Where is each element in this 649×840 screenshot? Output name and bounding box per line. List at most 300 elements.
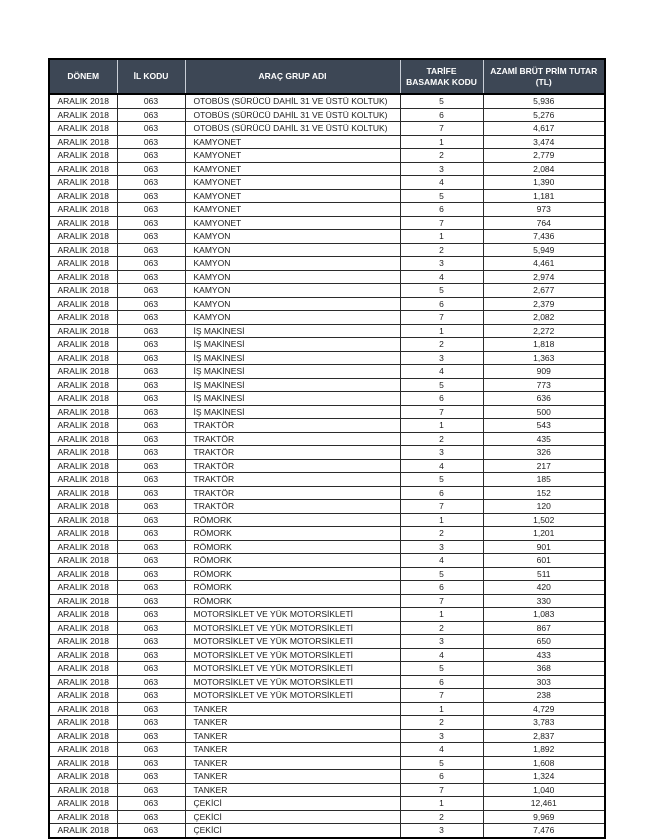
cell-tutar: 1,818 <box>483 338 605 352</box>
cell-arac: İŞ MAKİNESİ <box>185 365 400 379</box>
cell-il_kodu: 063 <box>117 621 185 635</box>
cell-il_kodu: 063 <box>117 405 185 419</box>
table-row <box>49 135 605 149</box>
cell-tutar: 5,276 <box>483 108 605 122</box>
cell-tutar: 217 <box>483 459 605 473</box>
table-row <box>49 770 605 784</box>
cell-donem: ARALIK 2018 <box>49 459 117 473</box>
cell-arac: TRAKTÖR <box>185 419 400 433</box>
cell-kod: 3 <box>400 446 483 460</box>
cell-arac: KAMYONET <box>185 203 400 217</box>
cell-kod: 6 <box>400 203 483 217</box>
cell-donem: ARALIK 2018 <box>49 675 117 689</box>
cell-donem: ARALIK 2018 <box>49 432 117 446</box>
table-row <box>49 513 605 527</box>
cell-il_kodu: 063 <box>117 311 185 325</box>
cell-arac: MOTORSİKLET VE YÜK MOTORSİKLETİ <box>185 689 400 703</box>
cell-kod: 5 <box>400 94 483 108</box>
cell-donem: ARALIK 2018 <box>49 392 117 406</box>
cell-tutar: 4,461 <box>483 257 605 271</box>
cell-il_kodu: 063 <box>117 702 185 716</box>
cell-kod: 6 <box>400 392 483 406</box>
cell-donem: ARALIK 2018 <box>49 108 117 122</box>
cell-il_kodu: 063 <box>117 243 185 257</box>
cell-tutar: 601 <box>483 554 605 568</box>
cell-il_kodu: 063 <box>117 203 185 217</box>
cell-il_kodu: 063 <box>117 122 185 136</box>
cell-il_kodu: 063 <box>117 392 185 406</box>
column-header-tarife-basamak-kodu: TARİFE BASAMAK KODU <box>400 59 483 94</box>
cell-il_kodu: 063 <box>117 675 185 689</box>
cell-donem: ARALIK 2018 <box>49 635 117 649</box>
cell-kod: 2 <box>400 432 483 446</box>
cell-il_kodu: 063 <box>117 527 185 541</box>
cell-donem: ARALIK 2018 <box>49 365 117 379</box>
tariff-table <box>48 58 606 839</box>
table-row <box>49 473 605 487</box>
cell-tutar: 433 <box>483 648 605 662</box>
cell-donem: ARALIK 2018 <box>49 648 117 662</box>
table-row <box>49 432 605 446</box>
cell-tutar: 185 <box>483 473 605 487</box>
cell-arac: RÖMORK <box>185 581 400 595</box>
table-row <box>49 162 605 176</box>
cell-kod: 2 <box>400 527 483 541</box>
cell-donem: ARALIK 2018 <box>49 270 117 284</box>
cell-donem: ARALIK 2018 <box>49 149 117 163</box>
cell-arac: RÖMORK <box>185 567 400 581</box>
cell-arac: TRAKTÖR <box>185 446 400 460</box>
cell-il_kodu: 063 <box>117 513 185 527</box>
cell-tutar: 1,892 <box>483 743 605 757</box>
cell-tutar: 1,181 <box>483 189 605 203</box>
cell-tutar: 4,617 <box>483 122 605 136</box>
table-row <box>49 405 605 419</box>
cell-tutar: 764 <box>483 216 605 230</box>
cell-donem: ARALIK 2018 <box>49 581 117 595</box>
cell-donem: ARALIK 2018 <box>49 500 117 514</box>
cell-arac: MOTORSİKLET VE YÜK MOTORSİKLETİ <box>185 621 400 635</box>
cell-arac: KAMYONET <box>185 189 400 203</box>
cell-donem: ARALIK 2018 <box>49 284 117 298</box>
cell-arac: TRAKTÖR <box>185 432 400 446</box>
table-row <box>49 662 605 676</box>
cell-tutar: 152 <box>483 486 605 500</box>
cell-il_kodu: 063 <box>117 797 185 811</box>
cell-arac: TANKER <box>185 716 400 730</box>
table-row <box>49 351 605 365</box>
table-row <box>49 419 605 433</box>
cell-il_kodu: 063 <box>117 581 185 595</box>
cell-donem: ARALIK 2018 <box>49 594 117 608</box>
cell-donem: ARALIK 2018 <box>49 162 117 176</box>
cell-il_kodu: 063 <box>117 135 185 149</box>
cell-tutar: 1,201 <box>483 527 605 541</box>
cell-tutar: 2,677 <box>483 284 605 298</box>
cell-donem: ARALIK 2018 <box>49 94 117 108</box>
table-row <box>49 810 605 824</box>
cell-tutar: 2,272 <box>483 324 605 338</box>
cell-tutar: 2,379 <box>483 297 605 311</box>
cell-donem: ARALIK 2018 <box>49 473 117 487</box>
cell-donem: ARALIK 2018 <box>49 297 117 311</box>
cell-arac: KAMYONET <box>185 176 400 190</box>
table-row <box>49 176 605 190</box>
cell-arac: KAMYON <box>185 284 400 298</box>
table-row <box>49 527 605 541</box>
cell-il_kodu: 063 <box>117 635 185 649</box>
cell-arac: MOTORSİKLET VE YÜK MOTORSİKLETİ <box>185 648 400 662</box>
cell-tutar: 326 <box>483 446 605 460</box>
cell-il_kodu: 063 <box>117 473 185 487</box>
cell-arac: İŞ MAKİNESİ <box>185 324 400 338</box>
cell-tutar: 7,436 <box>483 230 605 244</box>
cell-donem: ARALIK 2018 <box>49 216 117 230</box>
cell-tutar: 4,729 <box>483 702 605 716</box>
cell-tutar: 3,783 <box>483 716 605 730</box>
cell-donem: ARALIK 2018 <box>49 243 117 257</box>
table-row <box>49 702 605 716</box>
cell-donem: ARALIK 2018 <box>49 554 117 568</box>
cell-arac: KAMYONET <box>185 162 400 176</box>
cell-arac: TANKER <box>185 743 400 757</box>
cell-donem: ARALIK 2018 <box>49 446 117 460</box>
cell-tutar: 2,084 <box>483 162 605 176</box>
cell-arac: OTOBÜS (SÜRÜCÜ DAHİL 31 VE ÜSTÜ KOLTUK) <box>185 94 400 108</box>
cell-tutar: 5,936 <box>483 94 605 108</box>
cell-donem: ARALIK 2018 <box>49 756 117 770</box>
cell-tutar: 867 <box>483 621 605 635</box>
table-row <box>49 608 605 622</box>
cell-il_kodu: 063 <box>117 216 185 230</box>
cell-donem: ARALIK 2018 <box>49 540 117 554</box>
cell-arac: MOTORSİKLET VE YÜK MOTORSİKLETİ <box>185 675 400 689</box>
cell-il_kodu: 063 <box>117 149 185 163</box>
table-row <box>49 783 605 797</box>
cell-tutar: 636 <box>483 392 605 406</box>
cell-donem: ARALIK 2018 <box>49 621 117 635</box>
table-row <box>49 338 605 352</box>
table-row <box>49 675 605 689</box>
cell-donem: ARALIK 2018 <box>49 311 117 325</box>
column-header-donem: DÖNEM <box>49 59 117 94</box>
table-row <box>49 486 605 500</box>
table-row <box>49 594 605 608</box>
cell-il_kodu: 063 <box>117 459 185 473</box>
cell-arac: MOTORSİKLET VE YÜK MOTORSİKLETİ <box>185 662 400 676</box>
cell-tutar: 773 <box>483 378 605 392</box>
cell-arac: TRAKTÖR <box>185 473 400 487</box>
cell-il_kodu: 063 <box>117 351 185 365</box>
cell-donem: ARALIK 2018 <box>49 203 117 217</box>
cell-kod: 1 <box>400 135 483 149</box>
cell-kod: 1 <box>400 702 483 716</box>
table-row <box>49 149 605 163</box>
cell-kod: 4 <box>400 176 483 190</box>
cell-arac: ÇEKİCİ <box>185 797 400 811</box>
table-row <box>49 459 605 473</box>
table-row <box>49 189 605 203</box>
cell-kod: 3 <box>400 351 483 365</box>
cell-tutar: 543 <box>483 419 605 433</box>
table-row <box>49 648 605 662</box>
column-header-il-kodu: İL KODU <box>117 59 185 94</box>
cell-il_kodu: 063 <box>117 567 185 581</box>
cell-kod: 4 <box>400 743 483 757</box>
table-row <box>49 203 605 217</box>
table-row <box>49 581 605 595</box>
table-header-row <box>49 59 605 94</box>
cell-donem: ARALIK 2018 <box>49 419 117 433</box>
cell-il_kodu: 063 <box>117 594 185 608</box>
table-body <box>49 94 605 838</box>
cell-il_kodu: 063 <box>117 810 185 824</box>
cell-tutar: 303 <box>483 675 605 689</box>
cell-tutar: 2,082 <box>483 311 605 325</box>
cell-tutar: 420 <box>483 581 605 595</box>
cell-kod: 7 <box>400 689 483 703</box>
table-row <box>49 230 605 244</box>
column-header-arac-grup-adi: ARAÇ GRUP ADI <box>185 59 400 94</box>
cell-arac: İŞ MAKİNESİ <box>185 405 400 419</box>
cell-tutar: 2,974 <box>483 270 605 284</box>
cell-kod: 6 <box>400 675 483 689</box>
table-row <box>49 756 605 770</box>
cell-arac: TRAKTÖR <box>185 500 400 514</box>
table-row <box>49 108 605 122</box>
cell-kod: 2 <box>400 810 483 824</box>
cell-il_kodu: 063 <box>117 770 185 784</box>
cell-donem: ARALIK 2018 <box>49 729 117 743</box>
cell-tutar: 1,390 <box>483 176 605 190</box>
cell-donem: ARALIK 2018 <box>49 702 117 716</box>
cell-kod: 3 <box>400 824 483 838</box>
table-row <box>49 270 605 284</box>
cell-il_kodu: 063 <box>117 419 185 433</box>
cell-tutar: 7,476 <box>483 824 605 838</box>
table-row <box>49 257 605 271</box>
cell-kod: 4 <box>400 648 483 662</box>
table-row <box>49 824 605 838</box>
cell-kod: 7 <box>400 122 483 136</box>
table-row <box>49 324 605 338</box>
cell-il_kodu: 063 <box>117 743 185 757</box>
cell-arac: KAMYON <box>185 311 400 325</box>
cell-donem: ARALIK 2018 <box>49 527 117 541</box>
cell-il_kodu: 063 <box>117 662 185 676</box>
cell-kod: 2 <box>400 338 483 352</box>
cell-tutar: 2,779 <box>483 149 605 163</box>
cell-il_kodu: 063 <box>117 162 185 176</box>
cell-tutar: 650 <box>483 635 605 649</box>
cell-donem: ARALIK 2018 <box>49 810 117 824</box>
cell-tutar: 1,502 <box>483 513 605 527</box>
table-row <box>49 122 605 136</box>
cell-donem: ARALIK 2018 <box>49 324 117 338</box>
cell-donem: ARALIK 2018 <box>49 770 117 784</box>
cell-donem: ARALIK 2018 <box>49 567 117 581</box>
table-row <box>49 540 605 554</box>
cell-arac: İŞ MAKİNESİ <box>185 378 400 392</box>
cell-il_kodu: 063 <box>117 716 185 730</box>
cell-arac: KAMYONET <box>185 216 400 230</box>
cell-tutar: 1,083 <box>483 608 605 622</box>
cell-kod: 5 <box>400 756 483 770</box>
cell-kod: 2 <box>400 716 483 730</box>
cell-arac: TANKER <box>185 756 400 770</box>
cell-il_kodu: 063 <box>117 729 185 743</box>
table-row <box>49 243 605 257</box>
cell-arac: KAMYON <box>185 297 400 311</box>
cell-tutar: 120 <box>483 500 605 514</box>
cell-kod: 4 <box>400 365 483 379</box>
cell-kod: 1 <box>400 230 483 244</box>
cell-il_kodu: 063 <box>117 554 185 568</box>
table-row <box>49 297 605 311</box>
cell-arac: TANKER <box>185 702 400 716</box>
cell-kod: 7 <box>400 216 483 230</box>
cell-arac: TANKER <box>185 770 400 784</box>
cell-arac: RÖMORK <box>185 554 400 568</box>
cell-il_kodu: 063 <box>117 365 185 379</box>
cell-tutar: 435 <box>483 432 605 446</box>
cell-il_kodu: 063 <box>117 432 185 446</box>
cell-donem: ARALIK 2018 <box>49 135 117 149</box>
cell-kod: 3 <box>400 540 483 554</box>
cell-kod: 7 <box>400 405 483 419</box>
cell-il_kodu: 063 <box>117 500 185 514</box>
cell-donem: ARALIK 2018 <box>49 783 117 797</box>
cell-kod: 1 <box>400 419 483 433</box>
cell-tutar: 9,969 <box>483 810 605 824</box>
cell-tutar: 2,837 <box>483 729 605 743</box>
table-row <box>49 567 605 581</box>
cell-donem: ARALIK 2018 <box>49 378 117 392</box>
table-row <box>49 729 605 743</box>
cell-kod: 5 <box>400 189 483 203</box>
cell-il_kodu: 063 <box>117 108 185 122</box>
cell-tutar: 330 <box>483 594 605 608</box>
cell-il_kodu: 063 <box>117 689 185 703</box>
cell-donem: ARALIK 2018 <box>49 662 117 676</box>
cell-donem: ARALIK 2018 <box>49 513 117 527</box>
cell-il_kodu: 063 <box>117 230 185 244</box>
cell-arac: KAMYONET <box>185 149 400 163</box>
cell-tutar: 1,324 <box>483 770 605 784</box>
cell-arac: İŞ MAKİNESİ <box>185 351 400 365</box>
cell-il_kodu: 063 <box>117 756 185 770</box>
cell-kod: 1 <box>400 324 483 338</box>
cell-il_kodu: 063 <box>117 189 185 203</box>
cell-tutar: 500 <box>483 405 605 419</box>
cell-il_kodu: 063 <box>117 648 185 662</box>
table-row <box>49 378 605 392</box>
cell-il_kodu: 063 <box>117 257 185 271</box>
cell-arac: KAMYON <box>185 243 400 257</box>
cell-il_kodu: 063 <box>117 824 185 838</box>
cell-tutar: 368 <box>483 662 605 676</box>
table-row <box>49 216 605 230</box>
cell-donem: ARALIK 2018 <box>49 824 117 838</box>
cell-il_kodu: 063 <box>117 176 185 190</box>
table-row <box>49 635 605 649</box>
cell-il_kodu: 063 <box>117 297 185 311</box>
cell-arac: TANKER <box>185 729 400 743</box>
cell-kod: 3 <box>400 257 483 271</box>
cell-arac: TRAKTÖR <box>185 486 400 500</box>
table-row <box>49 392 605 406</box>
cell-arac: ÇEKİCİ <box>185 824 400 838</box>
cell-tutar: 5,949 <box>483 243 605 257</box>
cell-arac: İŞ MAKİNESİ <box>185 338 400 352</box>
cell-kod: 3 <box>400 635 483 649</box>
cell-donem: ARALIK 2018 <box>49 486 117 500</box>
cell-tutar: 909 <box>483 365 605 379</box>
cell-kod: 5 <box>400 284 483 298</box>
table-row <box>49 446 605 460</box>
column-header-azami-brut-prim-tutar: AZAMİ BRÜT PRİM TUTAR (TL) <box>483 59 605 94</box>
cell-donem: ARALIK 2018 <box>49 122 117 136</box>
cell-arac: KAMYONET <box>185 135 400 149</box>
table-row <box>49 743 605 757</box>
cell-donem: ARALIK 2018 <box>49 797 117 811</box>
table-row <box>49 500 605 514</box>
cell-donem: ARALIK 2018 <box>49 689 117 703</box>
cell-kod: 1 <box>400 608 483 622</box>
cell-tutar: 238 <box>483 689 605 703</box>
cell-kod: 4 <box>400 459 483 473</box>
cell-kod: 6 <box>400 770 483 784</box>
cell-donem: ARALIK 2018 <box>49 351 117 365</box>
cell-kod: 5 <box>400 662 483 676</box>
table-row <box>49 621 605 635</box>
cell-arac: KAMYON <box>185 230 400 244</box>
cell-tutar: 511 <box>483 567 605 581</box>
cell-il_kodu: 063 <box>117 446 185 460</box>
cell-il_kodu: 063 <box>117 338 185 352</box>
cell-kod: 6 <box>400 581 483 595</box>
table-row <box>49 311 605 325</box>
cell-kod: 7 <box>400 311 483 325</box>
cell-arac: OTOBÜS (SÜRÜCÜ DAHİL 31 VE ÜSTÜ KOLTUK) <box>185 122 400 136</box>
cell-tutar: 901 <box>483 540 605 554</box>
table-row <box>49 716 605 730</box>
cell-tutar: 1,608 <box>483 756 605 770</box>
cell-kod: 1 <box>400 797 483 811</box>
cell-arac: RÖMORK <box>185 513 400 527</box>
table-row <box>49 797 605 811</box>
cell-kod: 3 <box>400 729 483 743</box>
table-row <box>49 94 605 108</box>
cell-arac: OTOBÜS (SÜRÜCÜ DAHİL 31 VE ÜSTÜ KOLTUK) <box>185 108 400 122</box>
cell-kod: 7 <box>400 783 483 797</box>
cell-tutar: 12,461 <box>483 797 605 811</box>
cell-arac: İŞ MAKİNESİ <box>185 392 400 406</box>
cell-kod: 6 <box>400 108 483 122</box>
cell-il_kodu: 063 <box>117 540 185 554</box>
cell-arac: TANKER <box>185 783 400 797</box>
cell-kod: 5 <box>400 378 483 392</box>
cell-kod: 7 <box>400 594 483 608</box>
cell-il_kodu: 063 <box>117 608 185 622</box>
cell-donem: ARALIK 2018 <box>49 405 117 419</box>
cell-arac: TRAKTÖR <box>185 459 400 473</box>
cell-il_kodu: 063 <box>117 486 185 500</box>
table-row <box>49 284 605 298</box>
cell-kod: 4 <box>400 554 483 568</box>
cell-kod: 1 <box>400 513 483 527</box>
cell-kod: 5 <box>400 473 483 487</box>
